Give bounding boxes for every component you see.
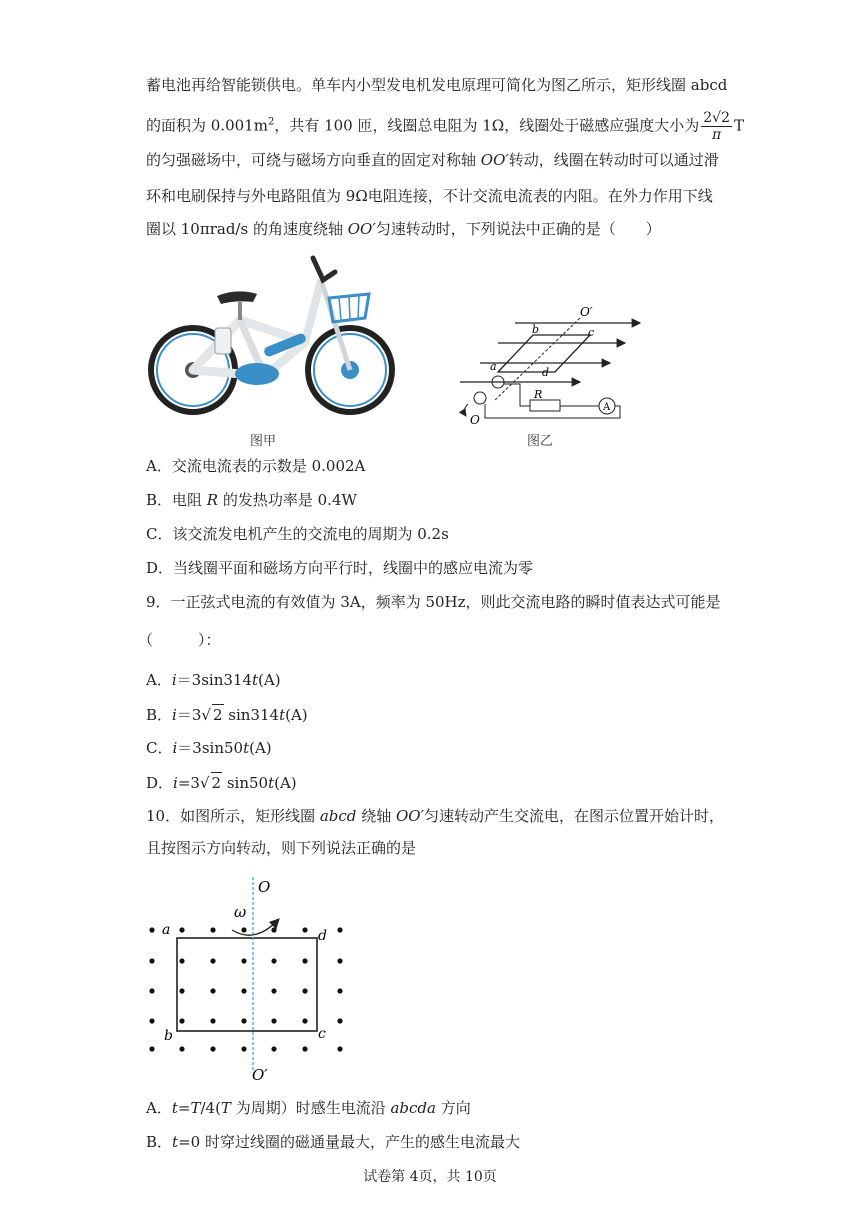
unit: (A): [285, 706, 308, 724]
line2-text: ，共有 100 匝，线圈总电阻为 1Ω，线圈处于磁感应强度大小为: [274, 116, 700, 135]
q9-option-b: B．i＝3√ 2 sin314t(A): [146, 706, 308, 724]
resistor-R: [530, 400, 560, 411]
label-A: A: [603, 402, 611, 413]
q8-option-c: C．该交流发电机产生的交流电的周期为 0.2s: [146, 525, 449, 543]
coil-rectangle: [177, 938, 317, 1031]
field-dot: [302, 988, 307, 993]
field-dot: [271, 958, 276, 963]
q8-line-3: [146, 150, 719, 170]
axis-label: OO′: [480, 151, 509, 169]
field-dot: [179, 988, 184, 993]
line5-text-b: 匀速转动时，下列说法中正确的是（ ）: [375, 220, 661, 238]
stem-text: 匀速转动产生交流电，在图示位置开始计时，: [423, 807, 724, 825]
field-dot: [149, 1018, 154, 1023]
area-text: 的面积为 0.001m: [146, 116, 268, 135]
expr: =0 时穿过线圈的磁通量最大，产生的感生电流最大: [178, 1133, 520, 1151]
field-dot: [179, 927, 184, 932]
magnetic-field-dots: [149, 927, 342, 1051]
bicycle-figure: [145, 250, 395, 422]
field-fraction: [701, 110, 732, 143]
time-symbol: t: [243, 739, 250, 757]
q10-option-b: [146, 1132, 520, 1152]
q9-stem-2: （ ）：: [138, 631, 221, 649]
current-symbol: i: [171, 671, 177, 689]
current-direction: abcda: [390, 1099, 436, 1117]
unit: (A): [249, 739, 272, 757]
generator-diagram: [440, 300, 650, 430]
field-dot: [210, 1018, 215, 1023]
field-dot: [337, 1018, 342, 1023]
label-b: b: [164, 1028, 173, 1044]
field-dot: [271, 1046, 276, 1051]
opt-label: B．: [146, 706, 173, 724]
unit: (A): [258, 671, 281, 689]
unit: (A): [274, 774, 297, 792]
field-dot: [241, 927, 246, 932]
bike-seat: [217, 291, 257, 304]
q8-option-d: D．当线圈平面和磁场方向平行时，线圈中的感应电流为零: [146, 559, 534, 577]
label-O-prime: O′: [252, 1066, 268, 1082]
label-c: c: [318, 1026, 326, 1042]
axis-label: OO′: [347, 220, 376, 238]
field-dot: [179, 958, 184, 963]
current-symbol: i: [173, 774, 178, 792]
line5-text-a: 圈以 10πrad/s 的角速度绕轴: [146, 220, 348, 238]
line3-text-b: 转动，线圈在转动时可以通过滑: [508, 151, 719, 169]
time-symbol: t: [172, 1133, 179, 1151]
field-dot: [149, 1046, 154, 1051]
radicand: 2: [211, 774, 222, 792]
radicand: 2: [212, 706, 223, 724]
expr: sin314: [223, 706, 280, 724]
q9-stem-1: 9．一正弦式电流的有效值为 3A，频率为 50Hz，则此交流电路的瞬时值表达式可能是: [146, 593, 721, 611]
field-dot: [271, 927, 276, 932]
option-b-prefix: B．电阻: [146, 491, 207, 509]
field-dot: [241, 1018, 246, 1023]
field-dot: [337, 958, 342, 963]
tesla-unit: T: [733, 116, 744, 135]
label-O: O: [470, 413, 480, 427]
q8-option-b: [146, 490, 357, 510]
time-symbol: t: [279, 706, 286, 724]
field-dot: [302, 927, 307, 932]
time-symbol: t: [252, 671, 259, 689]
smart-lock: [215, 328, 231, 354]
field-dot: [337, 1046, 342, 1051]
line3-text-a: 的匀强磁场中，可绕与磁场方向垂直的固定对称轴: [146, 151, 481, 169]
opt-label: A．: [146, 671, 172, 689]
label-b: b: [532, 323, 540, 336]
field-dot: [271, 1018, 276, 1023]
stem-text: 绕轴: [356, 807, 396, 825]
field-dot: [302, 1046, 307, 1051]
coil-label: abcd: [319, 807, 357, 825]
page-footer: 试卷第 4页，共 10页: [363, 1169, 497, 1185]
field-dot: [149, 988, 154, 993]
field-dot: [149, 927, 154, 932]
rotation-direction-arrow: [232, 920, 278, 935]
field-dot: [302, 958, 307, 963]
label-O: O: [258, 878, 271, 896]
time-symbol: t: [171, 1099, 178, 1117]
field-dot: [337, 988, 342, 993]
field-dot: [179, 1046, 184, 1051]
q10-option-a: [146, 1098, 471, 1118]
expr: 方向: [435, 1099, 471, 1117]
field-dot: [210, 988, 215, 993]
current-symbol: i: [172, 706, 177, 724]
opt-label: D．: [146, 774, 174, 792]
q8-line-2: [146, 110, 744, 143]
label-R: R: [534, 388, 543, 401]
field-dot: [210, 1046, 215, 1051]
figure-a-caption: 图甲: [250, 434, 277, 449]
field-dot: [241, 1046, 246, 1051]
handlebar: [313, 258, 335, 280]
resistor-symbol: R: [206, 491, 219, 509]
expr: =3: [177, 774, 200, 792]
axis-label: OO′: [395, 807, 424, 825]
label-O-prime: O′: [580, 305, 593, 319]
field-dot: [302, 1018, 307, 1023]
figure-b-caption: 图乙: [527, 434, 554, 449]
stem-text: 10．如图所示，矩形线圈: [146, 807, 320, 825]
fraction-numerator: 2√2: [703, 110, 730, 126]
expr: =: [177, 1099, 191, 1117]
current-symbol: i: [172, 739, 178, 757]
q8-line-1: 蓄电池再给智能锁供电。单车内小型发电机发电原理可简化为图乙所示，矩形线圈 abcd: [146, 76, 728, 94]
field-dot: [241, 988, 246, 993]
expr: sin50: [222, 774, 269, 792]
label-a: a: [162, 922, 171, 938]
field-dot: [179, 1018, 184, 1023]
q8-line-4: 环和电刷保持与外电路阻值为 9Ω电阻连接，不计交流电流表的内阻。在外力作用下线: [146, 187, 713, 205]
rotating-coil-figure: [140, 872, 360, 1082]
expr: /4(: [200, 1099, 221, 1117]
option-b-suffix: 的发热功率是 0.4W: [218, 491, 357, 509]
label-d: d: [542, 366, 550, 379]
expr: 为周期）时感生电流沿: [230, 1099, 391, 1117]
label-d: d: [318, 928, 327, 944]
opt-label: C．: [146, 739, 173, 757]
q8-line-5: [146, 219, 661, 239]
chain-guard: [235, 363, 279, 385]
area-exponent: 2: [267, 116, 275, 128]
rotation-arrow: [464, 404, 468, 416]
expr: ＝3sin50: [177, 739, 244, 757]
slip-ring: [474, 392, 486, 404]
expr: ＝3: [176, 706, 202, 724]
opt-label: B．: [146, 1133, 173, 1151]
field-dot: [210, 927, 215, 932]
q10-stem-1: [146, 806, 724, 826]
field-dot: [210, 958, 215, 963]
q10-stem-2: 且按图示方向转动，则下列说法正确的是: [146, 839, 417, 857]
label-omega: ω: [234, 903, 247, 921]
opt-label: A．: [146, 1099, 172, 1117]
field-dot: [337, 927, 342, 932]
time-symbol: t: [268, 774, 275, 792]
q8-option-a: A．交流电流表的示数是 0.002A: [146, 457, 366, 475]
expr: ＝3sin314: [176, 671, 252, 689]
field-dot: [241, 958, 246, 963]
label-a: a: [490, 360, 497, 373]
label-c: c: [588, 326, 595, 339]
q9-option-d: D．i=3√ 2 sin50t(A): [146, 774, 297, 792]
q9-option-a: [146, 670, 281, 690]
period-symbol: T: [220, 1099, 231, 1117]
q9-option-c: [146, 738, 272, 758]
field-dot: [271, 988, 276, 993]
period-symbol: T: [190, 1099, 201, 1117]
fraction-denominator: π: [712, 127, 722, 143]
field-dot: [149, 958, 154, 963]
